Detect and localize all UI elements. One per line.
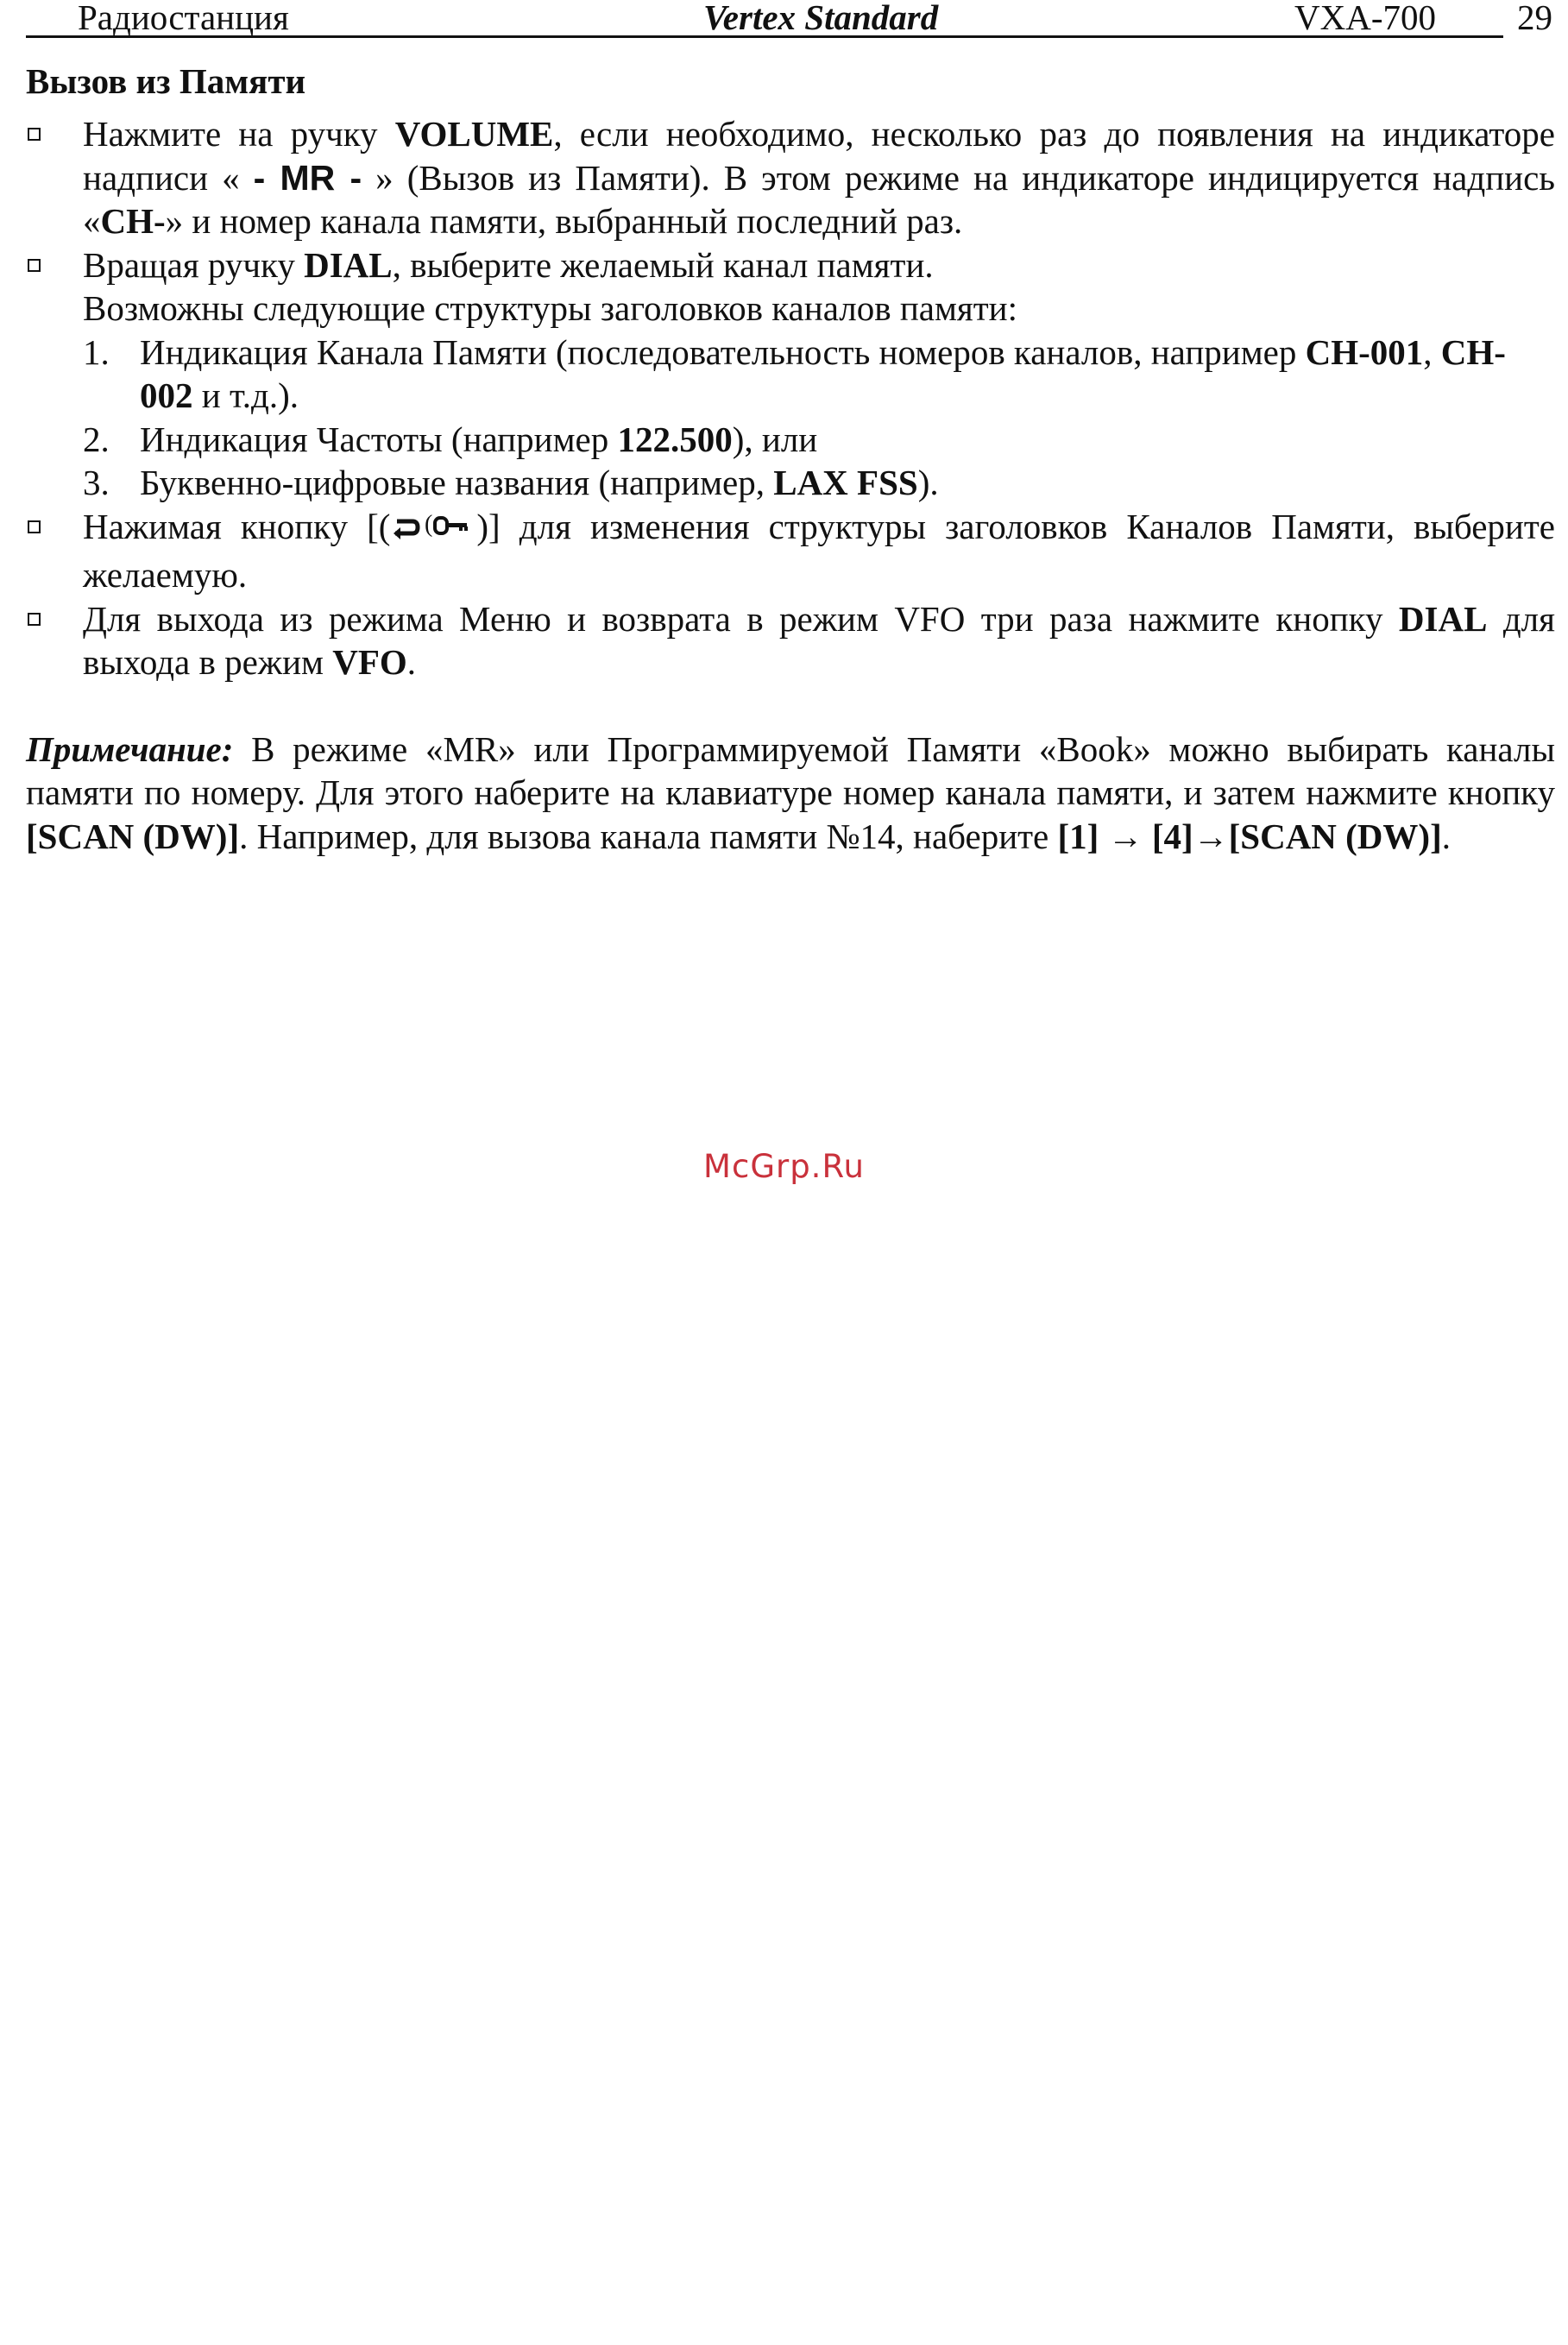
return-arrow-icon <box>390 513 476 544</box>
page-number: 29 <box>1517 0 1552 37</box>
note-label: Примечание: <box>26 728 234 769</box>
list-intro: Возможны следующие структуры заголовков каналов памяти: <box>83 288 1018 328</box>
checkbox-bullet-icon <box>28 259 41 272</box>
page-content <box>26 60 1555 858</box>
checkbox-bullet-icon <box>28 520 41 533</box>
page-header <box>26 0 1503 38</box>
note-paragraph: Примечание: В режиме «MR» или Программируемой Памяти «Book» можно выбирать каналы памяти по номеру. Для этого наберите на клавиатуре номер канала памяти, и затем нажмите кнопку [SCAN (DW)]. Например, для вызова канала памяти №14, наберите [1] → [4]→[SCAN (DW)]. <box>26 728 1555 856</box>
header-model: VXA-700 <box>1294 0 1436 37</box>
key-combo-icons <box>390 510 476 554</box>
header-left: Радиостанция <box>78 0 289 37</box>
arrow-icon: → <box>1193 816 1229 856</box>
list-item: 2. Индикация Частоты (например 122.500), или <box>83 419 818 459</box>
bullet-item: Для выхода из режима Меню и возврата в режим VFO три раза нажмите кнопку DIAL для выхода в режим VFO. <box>26 597 1555 684</box>
checkbox-bullet-icon <box>28 613 41 626</box>
arrow-icon: → <box>1099 816 1152 856</box>
svg-text:(: ( <box>425 512 433 538</box>
bullet-item: Вращая ручку DIAL, выберите желаемый канал памяти. <box>26 243 1555 287</box>
bullet-item: Нажимая кнопку [( ( )] для изменения структуры заголовков Каналов Памяти, выберите желаемую. <box>26 505 1555 597</box>
key-icon <box>435 518 447 533</box>
mr-indicator: - MR - <box>253 157 362 198</box>
section-title: Вызов из Памяти <box>26 61 306 101</box>
checkbox-bullet-icon <box>28 128 41 141</box>
bullet-item: Нажмите на ручку VOLUME, если необходимо, несколько раз до появления на индикаторе надписи « - MR - » (Вызов из Памяти). В этом режиме на индикаторе индицируется надпись «CH-» и номер канала памяти, выбранный последний раз. <box>26 112 1555 243</box>
watermark: McGrp.Ru <box>703 1148 865 1185</box>
header-brand: Vertex Standard <box>703 0 939 37</box>
list-item: 3. Буквенно-цифровые названия (например, LAX FSS). <box>83 463 939 502</box>
list-item: 1. Индикация Канала Памяти (последовательность номеров каналов, например CH-001, CH-002 и т.д.). <box>83 331 1506 415</box>
